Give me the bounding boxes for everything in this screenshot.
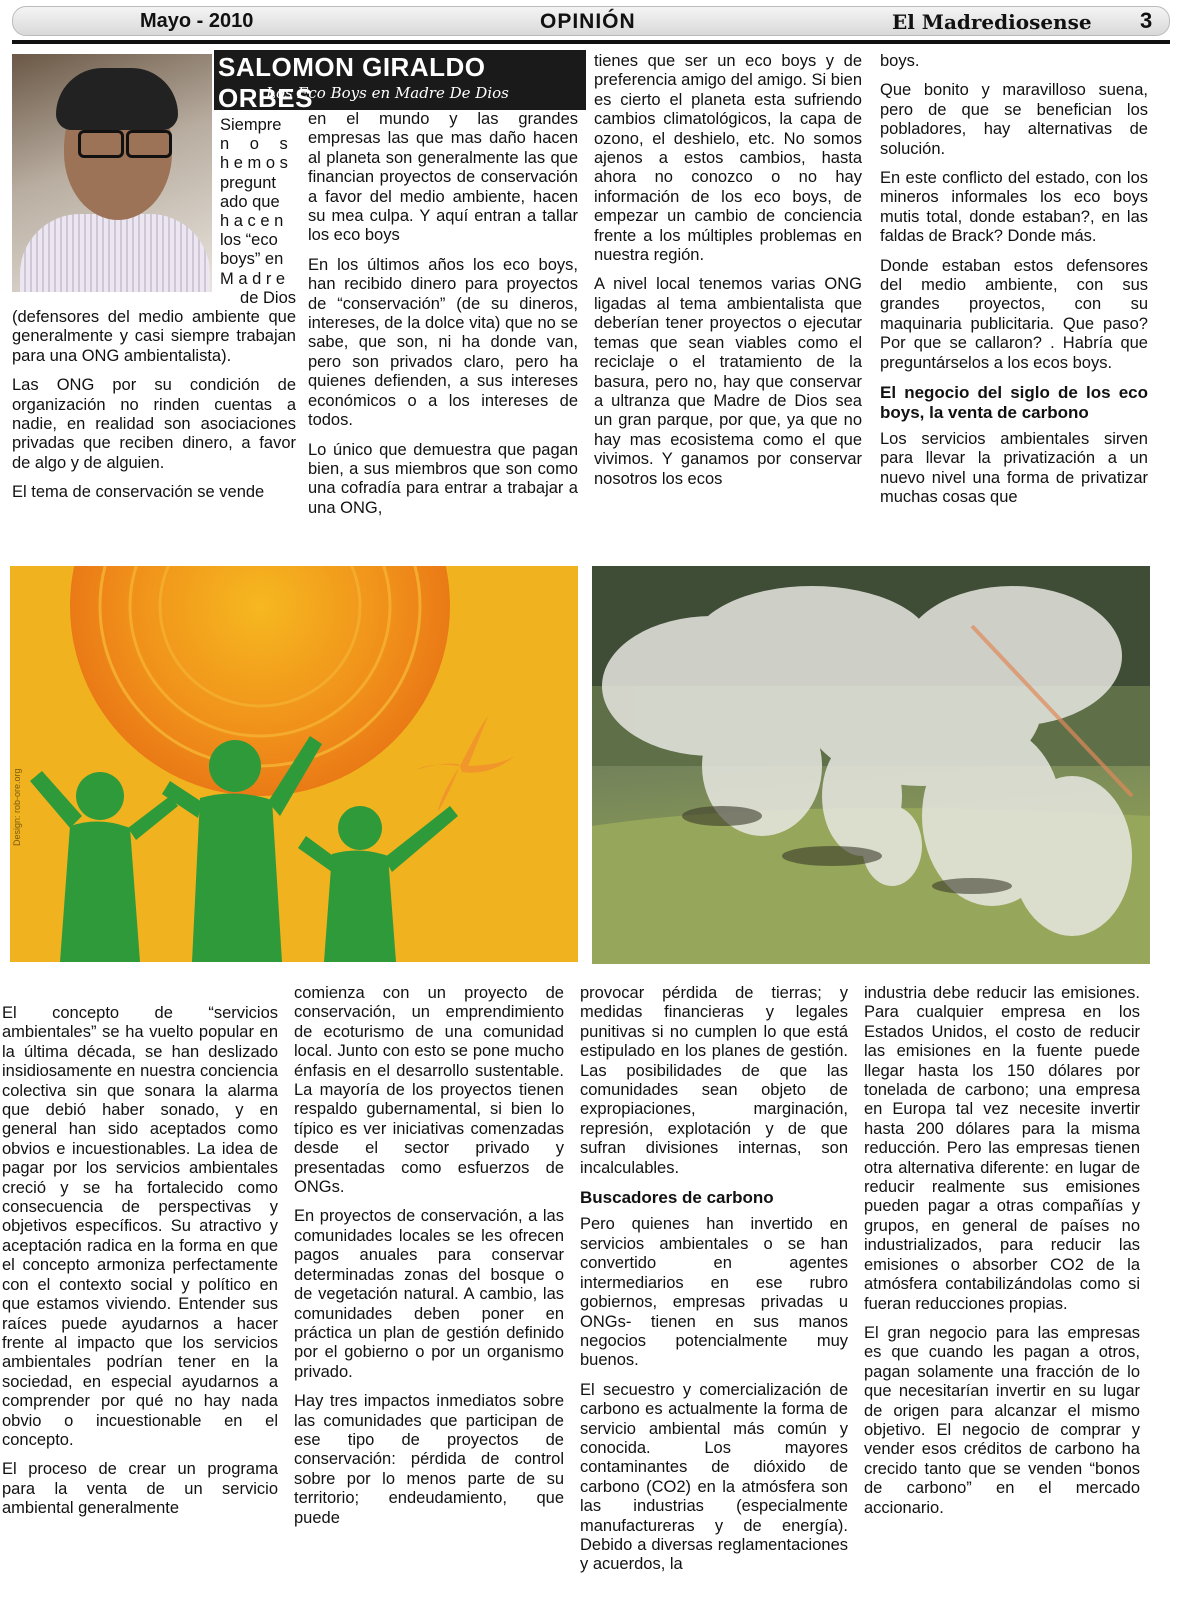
paragraph: El concepto de “servicios ambientales” se ha vuelto popular en la última década, se han deslizado insidiosamente en nuestra conciencia colectiva sin que sonara la alarma que debió haber sonado, y en general han sido aceptados como obvios e incuestionables. La idea de pagar por los servicios ambientales creció y se ha fortalecido como consecuencia de perspectivas y objetivos específicos. Su atractivo y aceptación radica en la forma en que el concepto armoniza perfectamente con el contexto social y político en que estamos viviendo. Entender sus raíces puede ayudarnos a hacer frente al impacto que los servicios ambientales podrían tener en la sociedad, en especial ayudarnos a comprender por qué no hay nada obvio o incuestionable en el concepto. xyxy=(2,1004,278,1449)
paragraph: Lo único que demuestra que pagan bien, a sus miembros que son como una cofradía para entrar a trabajar a una ONG, xyxy=(308,440,578,517)
header-rule xyxy=(12,40,1170,44)
intro-line: Siempre xyxy=(220,116,282,134)
forest-fire-photo xyxy=(592,566,1150,964)
paragraph: En este conflicto del estado, con los mineros informales los eco boys mutis total, donde estaban?, en las faldas de Brack? Donde más. xyxy=(880,169,1148,246)
paragraph: El gran negocio para las empresas es que cuando les pagan a otros, pagan solamente una fracción de lo que necesitarían invertir en su lugar de origen para alcanzar el mismo objetivo. El negocio de comprar y vender esos créditos de carbono ha crecido tanto que se venden “bonos de carbono” en el mercado accionario. xyxy=(864,1323,1140,1517)
sun-people-illustration xyxy=(10,566,578,962)
paragraph: Las ONG por su condición de organización no rinden cuentas a nadie, en realidad son asociaciones privadas que reciben dinero, a favor de algo y de alguien. xyxy=(12,376,296,472)
paragraph: (defensores del medio ambiente que generalmente y casi siempre trabajan para una ONG ambientalista). xyxy=(12,308,296,365)
paragraph: en el mundo y las grandes empresas las que mas daño hacen al planeta son generalmente las que financian proyectos de conservación a favor del medio ambiente, hacen su mea culpa. Y aquí entran a tallar los eco boys xyxy=(308,110,578,245)
bottom-col3 xyxy=(580,984,848,1585)
paragraph: comienza con un proyecto de conservación, un emprendimiento de ecoturismo de una comunidad local. Junto con esto se pone mucho énfasis en el desarrollo sustentable. La mayoría de los proyectos tienen respaldo gubernamental, si bien lo típico es ver iniciativas comenzadas desde el sector privado y presentadas como esfuerzos de ONGs. xyxy=(294,984,564,1197)
issue-date: Mayo - 2010 xyxy=(140,10,254,32)
intro-line: los “eco xyxy=(220,231,278,250)
paragraph: Donde estaban estos defensores del medio ambiente, con sus grandes proyectos, con su maquinaria publicitaria. Que paso? Por que se callaron? . Habría que preguntárselos a los ecos boys. xyxy=(880,256,1148,372)
intro-line: boys” en xyxy=(220,250,284,269)
intro-line: h a c e n xyxy=(220,212,284,231)
newspaper-name: El Madrediosense xyxy=(892,10,1092,34)
page-header xyxy=(0,0,1182,46)
pinwheel-icon xyxy=(416,716,515,812)
paragraph: industria debe reducir las emisiones. Para cualquier empresa en los Estados Unidos, el costo de reducir las emisiones en la fuente puede llegar hasta los 150 dólares por tonelada de carbono; una empresa en Europa tal vez necesite invertir hasta 200 dólares para la misma reducción. Pero las empresas tienen otra alternativa diferente: en lugar de reducir realmente sus emisiones pueden pagar a otras compañías y grupos, en general de países no industrializados, para reducir las emisiones o absorber CO2 de la atmósfera contabilizándolas como si fueran reducciones propias. xyxy=(864,984,1140,1313)
paragraph: En proyectos de conservación, a las comunidades locales se les ofrecen pagos anuales para conservar determinadas zonas del bosque o de vegetación natural. A cambio, las comunidades deben poner en práctica un plan de gestión definido por el gobierno o por un organismo privado. xyxy=(294,1207,564,1381)
paragraph: Que bonito y maravilloso suena, pero de que se benefician los pobladores, hay alternativas de solución. xyxy=(880,81,1148,158)
intro-line: ado que xyxy=(220,192,280,211)
top-col1 xyxy=(12,308,296,513)
paragraph: provocar pérdida de tierras; y medidas financieras y legales punitivas si no cumplen lo que está estipulado en los planes de gestión. Las posibilidades de que las comunidades sean objeto de expropiaciones, marginación, represión, explotación y de que sufran divisiones internas, son incalculables. xyxy=(580,984,848,1177)
section-heading: El negocio del siglo de los eco boys, la venta de carbono xyxy=(880,383,1148,422)
article-subtitle: Los Eco Boys en Madre De Dios xyxy=(266,84,509,102)
section-heading: Buscadores de carbono xyxy=(580,1188,774,1208)
byline-banner xyxy=(214,50,586,113)
page-number: 3 xyxy=(1140,8,1153,33)
bottom-col2 xyxy=(294,984,564,1538)
paragraph: boys. xyxy=(880,52,920,70)
author-name: SALOMON GIRALDO ORBES xyxy=(218,52,486,113)
eco-illustration xyxy=(10,566,578,962)
section-title: OPINIÓN xyxy=(540,10,636,33)
paragraph: El secuestro y comercialización de carbono es actualmente la forma de servicio ambiental más común y conocida. Los mayores contaminantes de dióxido de carbono (CO2) en la atmósfera son las industrias (especialmente manufactureras y de energía). Debido a diversas reglamentaciones y acuerdos, la xyxy=(580,1380,848,1574)
bottom-col1 xyxy=(2,1004,278,1529)
top-col2 xyxy=(308,110,578,528)
paragraph: tienes que ser un eco boys y de preferencia amigo del amigo. Si bien es cierto el planeta esta sufriendo cambios climatológicos, la capa de ozono, el deshielo, etc. No somos ajenos a estos cambios, hasta ahora no conozco o no hay información de los eco boys, de empezar un cambio de conciencia frente a los múltiples problemas en nuestra región. xyxy=(594,52,862,265)
intro-line: pregunt xyxy=(220,173,276,192)
top-col4 xyxy=(880,52,1148,518)
paragraph: Pero quienes han invertido en servicios ambientales o se han convertido en agentes intermediarios en ese rubro gobiernos, empresas privadas u ONGs- tienen en sus manos negocios potencialmente muy buenos. xyxy=(580,1215,848,1370)
author-photo xyxy=(12,54,212,292)
paragraph: A nivel local tenemos varias ONG ligadas al tema ambientalista que deberían tener proyectos o ejecutar temas que sean viables como el reciclaje o el tratamiento de la basura, pero no, hay que conservar a ultranza que Madre de Dios sea un gran parque, por que, ya que no hay mas ecosistema como el que vivimos. Y ganamos por conservar nosotros los ecos xyxy=(594,275,862,488)
paragraph: En los últimos años los eco boys, han recibido dinero para proyectos de “conservación” (de su dineros, intereses, de la dolce vita) que no se sabe, que son, ni ha donde van, pero son privados claro, pero ha quienes defienden, a sus intereses económicos o a los intereses de todos. xyxy=(308,255,578,430)
top-col1-intro xyxy=(220,116,296,308)
intro-line: M a d r e xyxy=(220,269,286,288)
intro-line: de Dios xyxy=(240,288,296,307)
paragraph: Los servicios ambientales sirven para llevar la privatización a un nuevo nivel una forma de privatizar muchas cosas que xyxy=(880,429,1148,507)
bottom-col4 xyxy=(864,984,1140,1528)
paragraph: El tema de conservación se vende xyxy=(12,483,265,502)
smoke-photo-illustration xyxy=(592,566,1150,964)
paragraph: El proceso de crear un programa para la venta de un servicio ambiental generalmente xyxy=(2,1460,278,1518)
paragraph: Hay tres impactos inmediatos sobre las comunidades que participan de ese tipo de proyectos de conservación: pérdida de control sobre por lo menos parte de su territorio; endeudamiento, que puede xyxy=(294,1392,564,1527)
intro-line: h e m o s xyxy=(220,154,288,173)
top-col3 xyxy=(594,52,862,499)
illustration-credit: Design: rob-ore.org xyxy=(12,768,22,846)
intro-line: n o s xyxy=(220,135,296,154)
